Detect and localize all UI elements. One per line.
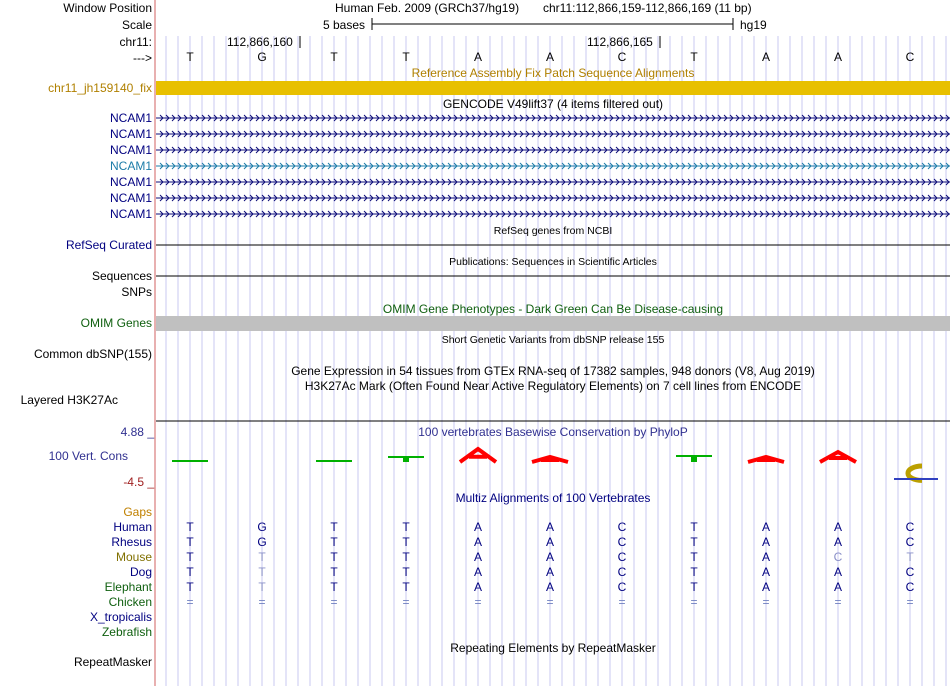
alignment-base: C bbox=[833, 550, 843, 564]
alignment-base: T bbox=[186, 535, 194, 549]
publications-title[interactable]: Publications: Sequences in Scientific Articles bbox=[449, 256, 657, 268]
alignment-base: = bbox=[546, 595, 554, 609]
alignment-base: A bbox=[545, 520, 555, 534]
alignment-base: C bbox=[905, 520, 915, 534]
alignment-base: = bbox=[258, 595, 266, 609]
alignment-base: A bbox=[761, 565, 771, 579]
base-letter: T bbox=[330, 50, 338, 64]
gencode-item[interactable]: NCAM1 bbox=[109, 127, 152, 141]
dbsnp-label[interactable]: Common dbSNP(155) bbox=[33, 347, 152, 361]
gencode-item[interactable]: NCAM1 bbox=[109, 159, 152, 173]
alignment-base: T bbox=[402, 520, 410, 534]
coord-tick-2: 112,866,165 bbox=[587, 35, 653, 49]
multiz-title[interactable]: Multiz Alignments of 100 Vertebrates bbox=[455, 491, 651, 505]
phylop-logo-a bbox=[532, 457, 568, 462]
strand-label: ---> bbox=[133, 51, 152, 65]
coord-tick-1: 112,866,160 bbox=[227, 35, 293, 49]
gencode-item[interactable]: NCAM1 bbox=[109, 143, 152, 157]
alignment-base: G bbox=[257, 520, 267, 534]
alignment-base: C bbox=[905, 535, 915, 549]
species-label[interactable]: Elephant bbox=[104, 580, 152, 594]
alignment-base: C bbox=[617, 550, 627, 564]
alignment-base: A bbox=[833, 580, 843, 594]
alignment-base: C bbox=[617, 565, 627, 579]
alignment-base: T bbox=[402, 550, 410, 564]
species-label[interactable]: Human bbox=[113, 520, 152, 534]
alignment-base: C bbox=[617, 520, 627, 534]
gencode-item[interactable]: NCAM1 bbox=[109, 191, 152, 205]
species-label[interactable]: X_tropicalis bbox=[89, 610, 152, 624]
phylop-logo-t bbox=[331, 460, 337, 462]
phylop-max: 4.88 _ bbox=[120, 425, 154, 439]
alignment-base: = bbox=[474, 595, 482, 609]
alignment-base: T bbox=[258, 580, 266, 594]
base-letter: G bbox=[257, 50, 267, 64]
alignment-base: T bbox=[690, 535, 698, 549]
alignment-base: T bbox=[258, 565, 266, 579]
alignment-base: T bbox=[330, 550, 338, 564]
alignment-base: T bbox=[402, 535, 410, 549]
alignment-base: = bbox=[762, 595, 770, 609]
base-letter: C bbox=[905, 50, 915, 64]
alignment-base: A bbox=[761, 535, 771, 549]
scale-label: Scale bbox=[121, 18, 152, 32]
alignment-base: A bbox=[473, 520, 483, 534]
alignment-base: T bbox=[330, 535, 338, 549]
gencode-item[interactable]: NCAM1 bbox=[109, 175, 152, 189]
alignment-base: C bbox=[617, 535, 627, 549]
species-label[interactable]: Mouse bbox=[115, 550, 152, 564]
alignment-base: T bbox=[690, 520, 698, 534]
alignment-base: T bbox=[186, 565, 194, 579]
alignment-base: T bbox=[330, 580, 338, 594]
alignment-base: T bbox=[258, 550, 266, 564]
alignment-base: A bbox=[833, 565, 843, 579]
alignment-base: A bbox=[761, 550, 771, 564]
alignment-base: C bbox=[905, 565, 915, 579]
alignment-base: C bbox=[617, 580, 627, 594]
phylop-logo-t bbox=[403, 456, 409, 462]
snps-label[interactable]: SNPs bbox=[121, 285, 152, 299]
alignment-base: T bbox=[330, 565, 338, 579]
alignment-base: T bbox=[906, 550, 914, 564]
alignment-base: T bbox=[186, 520, 194, 534]
alignment-base: T bbox=[186, 550, 194, 564]
alignment-base: C bbox=[905, 580, 915, 594]
base-letter: A bbox=[545, 50, 555, 64]
omim-label[interactable]: OMIM Genes bbox=[80, 316, 152, 330]
alignment-base: T bbox=[330, 520, 338, 534]
alignment-base: A bbox=[545, 580, 555, 594]
window-position-label: Window Position bbox=[63, 1, 152, 15]
alignment-base: = bbox=[330, 595, 338, 609]
phylop-label[interactable]: 100 Vert. Cons bbox=[48, 449, 128, 463]
scale-db: hg19 bbox=[740, 18, 767, 32]
alignment-base: A bbox=[761, 580, 771, 594]
alignment-base: A bbox=[833, 535, 843, 549]
omim-title[interactable]: OMIM Gene Phenotypes - Dark Green Can Be Disease-causing bbox=[382, 302, 724, 316]
sequences-label[interactable]: Sequences bbox=[91, 269, 152, 283]
alignment-base: A bbox=[545, 565, 555, 579]
base-letter: A bbox=[761, 50, 771, 64]
alignment-base: A bbox=[473, 565, 483, 579]
alignment-base: A bbox=[761, 520, 771, 534]
alignment-base: A bbox=[545, 535, 555, 549]
position-readout[interactable]: chr11:112,866,159-112,866,169 (11 bp) bbox=[543, 1, 752, 15]
phylop-logo-a bbox=[748, 457, 784, 462]
alignment-base: = bbox=[402, 595, 410, 609]
base-letter: A bbox=[473, 50, 483, 64]
base-letter: T bbox=[186, 50, 194, 64]
base-letter: C bbox=[617, 50, 627, 64]
fix-patch-title[interactable]: Reference Assembly Fix Patch Sequence Alignments bbox=[411, 66, 695, 80]
scale-text: 5 bases bbox=[323, 18, 366, 32]
alignment-base: A bbox=[473, 550, 483, 564]
species-label[interactable]: Zebrafish bbox=[101, 625, 152, 639]
gencode-item[interactable]: NCAM1 bbox=[109, 111, 152, 125]
alignment-base: = bbox=[834, 595, 842, 609]
gaps-label[interactable]: Gaps bbox=[123, 505, 152, 519]
chrom-label: chr11: bbox=[119, 35, 152, 49]
species-label[interactable]: Rhesus bbox=[111, 535, 152, 549]
species-label[interactable]: Chicken bbox=[108, 595, 152, 609]
phylop-title[interactable]: 100 vertebrates Basewise Conservation by PhyloP bbox=[418, 425, 688, 439]
alignment-base: T bbox=[690, 580, 698, 594]
gencode-title[interactable]: GENCODE V49lift37 (4 items filtered out) bbox=[442, 97, 664, 111]
dbsnp-title[interactable]: Short Genetic Variants from dbSNP release 155 bbox=[441, 334, 665, 346]
repeatmasker-label[interactable]: RepeatMasker bbox=[73, 655, 152, 669]
alignment-base: A bbox=[833, 520, 843, 534]
alignment-base: = bbox=[186, 595, 194, 609]
refseq-title[interactable]: RefSeq genes from NCBI bbox=[493, 225, 613, 237]
alignment-base: T bbox=[690, 550, 698, 564]
h3k27ac-label[interactable]: Layered H3K27Ac bbox=[20, 393, 118, 407]
gencode-item[interactable]: NCAM1 bbox=[109, 207, 152, 221]
base-letter: A bbox=[833, 50, 843, 64]
alignment-base: = bbox=[618, 595, 626, 609]
alignment-base: T bbox=[186, 580, 194, 594]
species-label[interactable]: Dog bbox=[129, 565, 152, 579]
omim-bar[interactable] bbox=[156, 316, 950, 331]
alignment-base: G bbox=[257, 535, 267, 549]
phylop-logo-t bbox=[187, 460, 193, 462]
alignment-base: = bbox=[906, 595, 914, 609]
alignment-base: T bbox=[402, 580, 410, 594]
assembly-title: Human Feb. 2009 (GRCh37/hg19) bbox=[335, 1, 520, 15]
alignment-base: A bbox=[545, 550, 555, 564]
alignment-base: T bbox=[402, 565, 410, 579]
fix-patch-bar[interactable] bbox=[156, 81, 950, 95]
alignment-base: T bbox=[690, 565, 698, 579]
gtex-title[interactable]: Gene Expression in 54 tissues from GTEx RNA-seq of 17382 samples, 948 donors (V8, Aug 2019) bbox=[291, 364, 815, 378]
h3k27ac-title[interactable]: H3K27Ac Mark (Often Found Near Active Regulatory Elements) on 7 cell lines from ENCODE bbox=[304, 379, 802, 393]
base-letter: T bbox=[402, 50, 410, 64]
fix-patch-label[interactable]: chr11_jh159140_fix bbox=[48, 81, 152, 95]
phylop-min: -4.5 _ bbox=[123, 475, 154, 489]
phylop-logo-t bbox=[691, 455, 697, 462]
refseq-label[interactable]: RefSeq Curated bbox=[65, 238, 152, 252]
alignment-base: = bbox=[690, 595, 698, 609]
repeatmasker-title[interactable]: Repeating Elements by RepeatMasker bbox=[450, 641, 656, 655]
alignment-base: A bbox=[473, 580, 483, 594]
base-letter: T bbox=[690, 50, 698, 64]
alignment-base: A bbox=[473, 535, 483, 549]
